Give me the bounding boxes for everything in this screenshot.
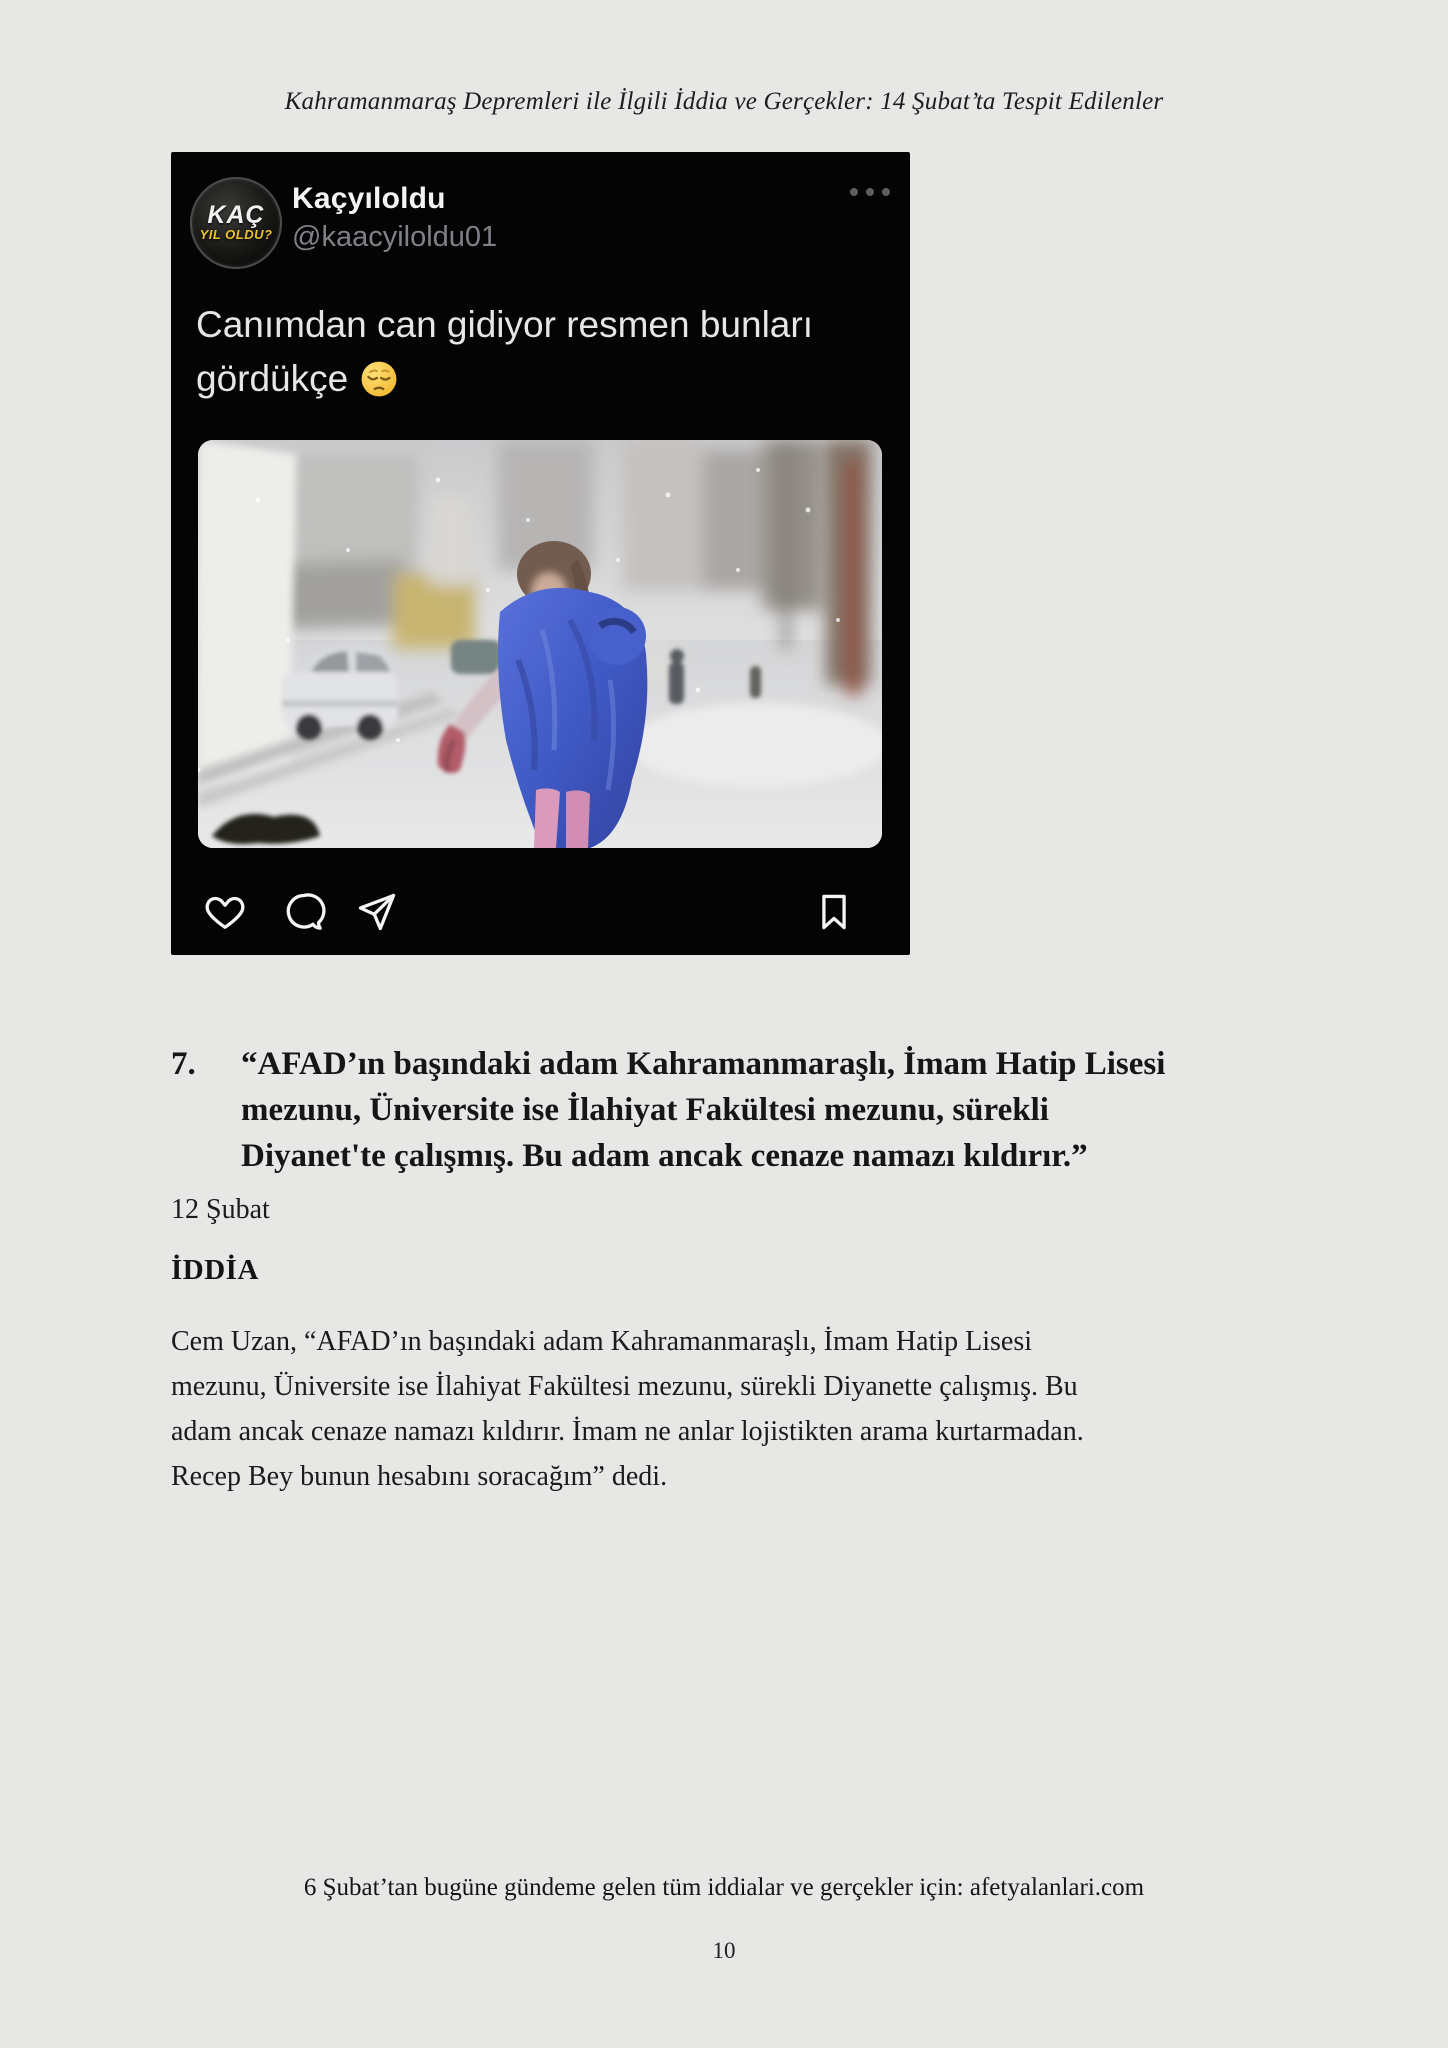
avatar-badge-line1: KAÇ [207, 201, 265, 229]
dot [850, 188, 858, 196]
post-text-line1: Canımdan can gidiyor resmen bunları [196, 304, 813, 345]
avatar[interactable] [190, 177, 282, 269]
claim-quote-line: mezunu, Üniversite ise İlahiyat Fakültesi mezunu, sürekli [241, 1092, 1049, 1128]
bookmark-icon[interactable] [812, 890, 856, 934]
share-plane-icon[interactable] [355, 890, 399, 934]
claim-body-line: adam ancak cenaze namazı kıldırır. İmam ne anlar lojistikten arama kurtarmadan. [171, 1416, 1084, 1447]
claim-body-line: Recep Bey bunun hesabını soracağım” dedi. [171, 1461, 668, 1492]
dot [866, 188, 874, 196]
page-number: 10 [712, 1938, 736, 1963]
claim-quote [241, 1041, 1301, 1179]
page-title: Kahramanmaraş Depremleri ile İlgili İddia ve Gerçekler: 14 Şubat’ta Tespit Edilenler [284, 88, 1164, 115]
post-actions [171, 890, 910, 940]
claim-body-line: mezunu, Üniversite ise İlahiyat Fakültesi mezunu, sürekli Diyanette çalışmış. Bu [171, 1371, 1078, 1402]
claim-quote-line: Diyanet'te çalışmış. Bu adam ancak cenaze namazı kıldırır.” [241, 1138, 1088, 1174]
footer-note: 6 Şubat’tan bugüne gündeme gelen tüm iddialar ve gerçekler için: afetyalanlari.com [303, 1874, 1145, 1901]
claim-number: 7. [171, 1046, 196, 1082]
post-text-line2: gördükçe [196, 358, 349, 399]
pensive-face-emoji [360, 360, 398, 398]
section-label-iddia: İDDİA [171, 1254, 259, 1286]
post-text [196, 298, 886, 406]
post-photo[interactable] [198, 440, 882, 848]
claim-body [171, 1319, 1291, 1499]
claim-date: 12 Şubat [171, 1194, 270, 1225]
dot [882, 188, 890, 196]
avatar-badge-line2: YIL OLDU? [199, 227, 273, 242]
claim-body-line: Cem Uzan, “AFAD’ın başındaki adam Kahramanmaraşlı, İmam Hatip Lisesi [171, 1326, 1033, 1357]
social-post-card [171, 152, 910, 955]
like-heart-icon[interactable] [203, 890, 247, 934]
comment-bubble-icon[interactable] [282, 890, 326, 934]
post-handle[interactable]: @kaacyiloldu01 [292, 221, 498, 253]
claim-quote-line: “AFAD’ın başındaki adam Kahramanmaraşlı, İmam Hatip Lisesi [241, 1046, 1166, 1082]
more-options-icon[interactable] [850, 188, 890, 202]
post-display-name[interactable]: Kaçyıloldu [292, 182, 446, 215]
